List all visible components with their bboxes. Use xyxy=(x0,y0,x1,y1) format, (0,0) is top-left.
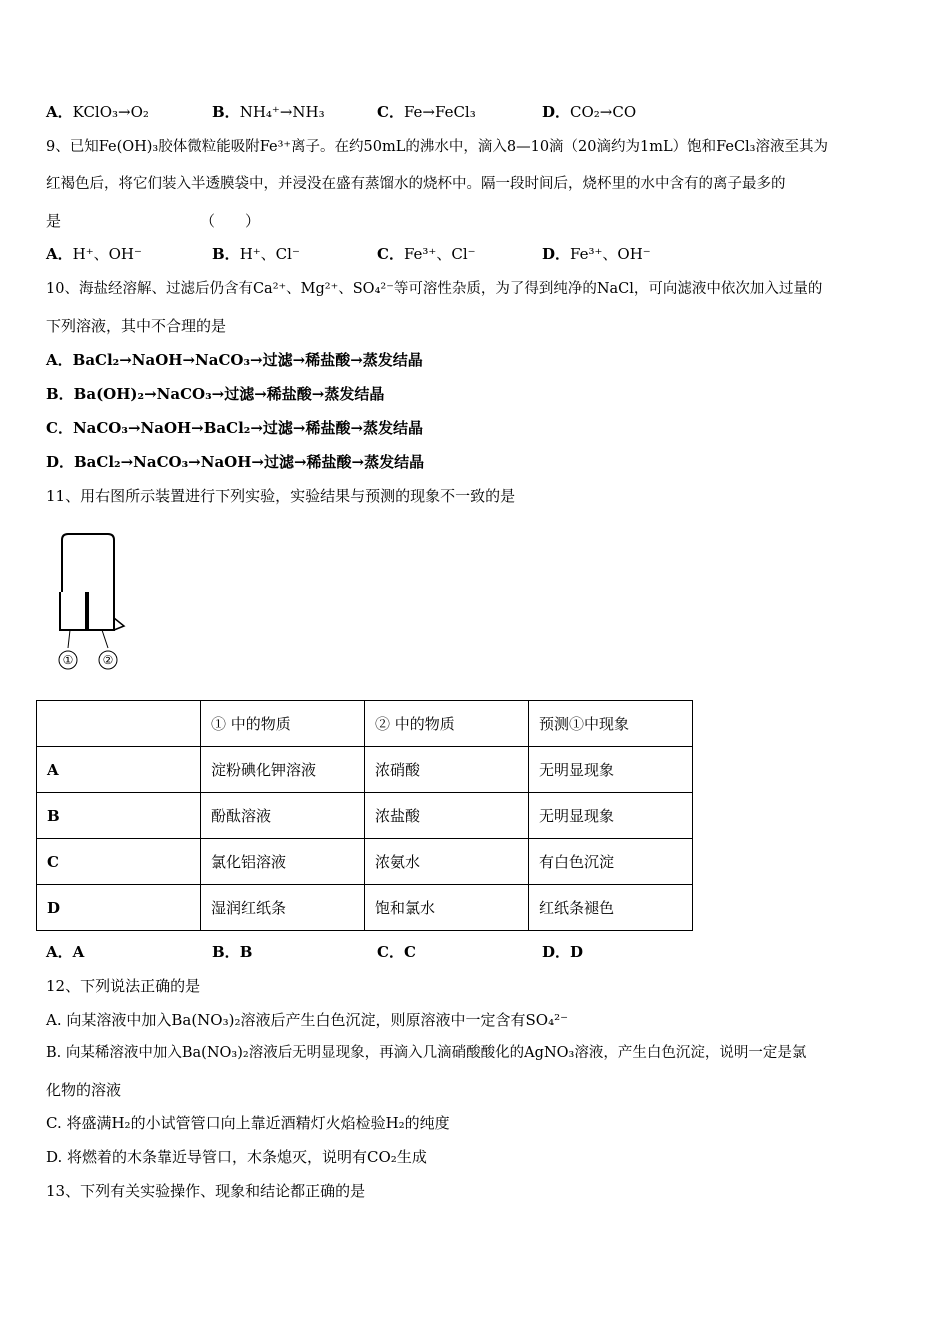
table-cell: 淀粉碘化钾溶液 xyxy=(201,747,365,793)
table-cell: 有白色沉淀 xyxy=(529,839,693,885)
option-text: Fe³⁺、Cl⁻ xyxy=(403,245,476,263)
option-text: D xyxy=(570,943,584,961)
q9-option-b xyxy=(212,244,300,264)
table-row xyxy=(37,747,693,793)
q10-option-a: A．BaCl₂→NaOH→NaCO₃→过滤→稀盐酸→蒸发结晶 xyxy=(46,351,423,369)
option-text: H⁺、OH⁻ xyxy=(72,245,142,263)
q12-stem: 12、下列说法正确的是 xyxy=(46,977,201,995)
q10-option-d: D．BaCl₂→NaCO₃→NaOH→过滤→稀盐酸→蒸发结晶 xyxy=(46,453,425,471)
table-cell: 浓硝酸 xyxy=(365,747,529,793)
table-row xyxy=(37,885,693,931)
q12-option-a: A. 向某溶液中加入Ba(NO₃)₂溶液后产生白色沉淀，则原溶液中一定含有SO₄²⁻ xyxy=(46,1011,569,1029)
option-text: A xyxy=(72,943,85,961)
experiment-table xyxy=(36,700,693,931)
table-cell: 浓氨水 xyxy=(365,839,529,885)
table-row xyxy=(37,839,693,885)
option-label: D． xyxy=(542,103,571,121)
option-text: B xyxy=(239,943,253,961)
option-text: Fe→FeCl₃ xyxy=(403,103,476,121)
table-cell: A xyxy=(37,747,201,793)
table-header-cell: ② 中的物质 xyxy=(365,701,529,747)
q8-option-a xyxy=(46,102,149,122)
table-header-row xyxy=(37,701,693,747)
q13-stem: 13、下列有关实验操作、现象和结论都正确的是 xyxy=(46,1182,366,1200)
q10-stem-line-2: 下列溶液，其中不合理的是 xyxy=(46,317,227,335)
option-label: A． xyxy=(46,245,73,263)
q9-stem-line-2: 红褐色后，将它们装入半透膜袋中，并浸没在盛有蒸馏水的烧杯中。隔一段时间后，烧杯里的水中含有的离子最多的 xyxy=(46,176,786,192)
q9-stem-line-3: 是 xyxy=(46,212,62,230)
figure-label-1: ① xyxy=(62,653,74,667)
table-row xyxy=(37,793,693,839)
option-text: C xyxy=(403,943,416,961)
q8-option-b xyxy=(212,102,325,122)
table-cell: 饱和氯水 xyxy=(365,885,529,931)
q9-option-a xyxy=(46,244,142,264)
q8-option-c xyxy=(377,102,476,122)
q11-option-d xyxy=(542,942,583,962)
option-text: NH₄⁺→NH₃ xyxy=(239,103,325,121)
option-text: CO₂→CO xyxy=(570,103,637,121)
table-header-cell xyxy=(37,701,201,747)
q12-option-d: D. 将燃着的木条靠近导管口，木条熄灭，说明有CO₂生成 xyxy=(46,1148,427,1166)
option-text: H⁺、Cl⁻ xyxy=(239,245,300,263)
q10-option-b: B．Ba(OH)₂→NaCO₃→过滤→稀盐酸→蒸发结晶 xyxy=(46,385,385,403)
table-cell: 浓盐酸 xyxy=(365,793,529,839)
q12-option-b-line-2: 化物的溶液 xyxy=(46,1081,122,1099)
q11-option-a xyxy=(46,942,84,962)
table-cell: 氯化铝溶液 xyxy=(201,839,365,885)
option-text: Fe³⁺、OH⁻ xyxy=(570,245,651,263)
option-label: D． xyxy=(542,245,571,263)
option-label: B． xyxy=(212,103,240,121)
figure-label-2: ② xyxy=(102,653,114,667)
table-cell: 无明显现象 xyxy=(529,747,693,793)
table-cell: 酚酞溶液 xyxy=(201,793,365,839)
table-cell: D xyxy=(37,885,201,931)
q8-option-d xyxy=(542,102,636,122)
q9-option-c xyxy=(377,244,476,264)
q11-option-c xyxy=(377,942,416,962)
option-label: C． xyxy=(377,943,404,961)
table-cell: B xyxy=(37,793,201,839)
option-label: C． xyxy=(377,245,404,263)
apparatus-figure xyxy=(52,530,132,679)
option-label: C． xyxy=(377,103,404,121)
option-label: D． xyxy=(542,943,571,961)
answer-bracket: （ ） xyxy=(200,212,261,230)
q12-option-b-line-1: B. 向某稀溶液中加入Ba(NO₃)₂溶液后无明显现象，再滴入几滴硝酸酸化的AgNO₃溶液，产生白色沉淀，说明一定是氯 xyxy=(46,1045,807,1061)
option-label: B． xyxy=(212,245,240,263)
table-cell: 湿润红纸条 xyxy=(201,885,365,931)
q9-stem-line-1: 9、已知Fe(OH)₃胶体微粒能吸附Fe³⁺离子。在约50mL的沸水中，滴入8—10滴（20滴约为1mL）饱和FeCl₃溶液至其为 xyxy=(46,139,828,155)
option-label: B． xyxy=(212,943,240,961)
option-label: A． xyxy=(46,943,73,961)
q10-stem-line-1: 10、海盐经溶解、过滤后仍含有Ca²⁺、Mg²⁺、SO₄²⁻等可溶性杂质，为了得到纯净的NaCl，可向滤液中依次加入过量的 xyxy=(46,281,823,297)
table-header-cell: ① 中的物质 xyxy=(201,701,365,747)
q12-option-c: C. 将盛满H₂的小试管管口向上靠近酒精灯火焰检验H₂的纯度 xyxy=(46,1114,450,1132)
option-label: A． xyxy=(46,103,73,121)
option-text: KClO₃→O₂ xyxy=(72,103,149,121)
table-cell: 无明显现象 xyxy=(529,793,693,839)
table-header-cell: 预测①中现象 xyxy=(529,701,693,747)
table-cell: C xyxy=(37,839,201,885)
q9-option-d xyxy=(542,244,651,264)
table-cell: 红纸条褪色 xyxy=(529,885,693,931)
q11-stem: 11、用右图所示装置进行下列实验，实验结果与预测的现象不一致的是 xyxy=(46,487,516,505)
q11-option-b xyxy=(212,942,252,962)
q10-option-c: C．NaCO₃→NaOH→BaCl₂→过滤→稀盐酸→蒸发结晶 xyxy=(46,419,424,437)
